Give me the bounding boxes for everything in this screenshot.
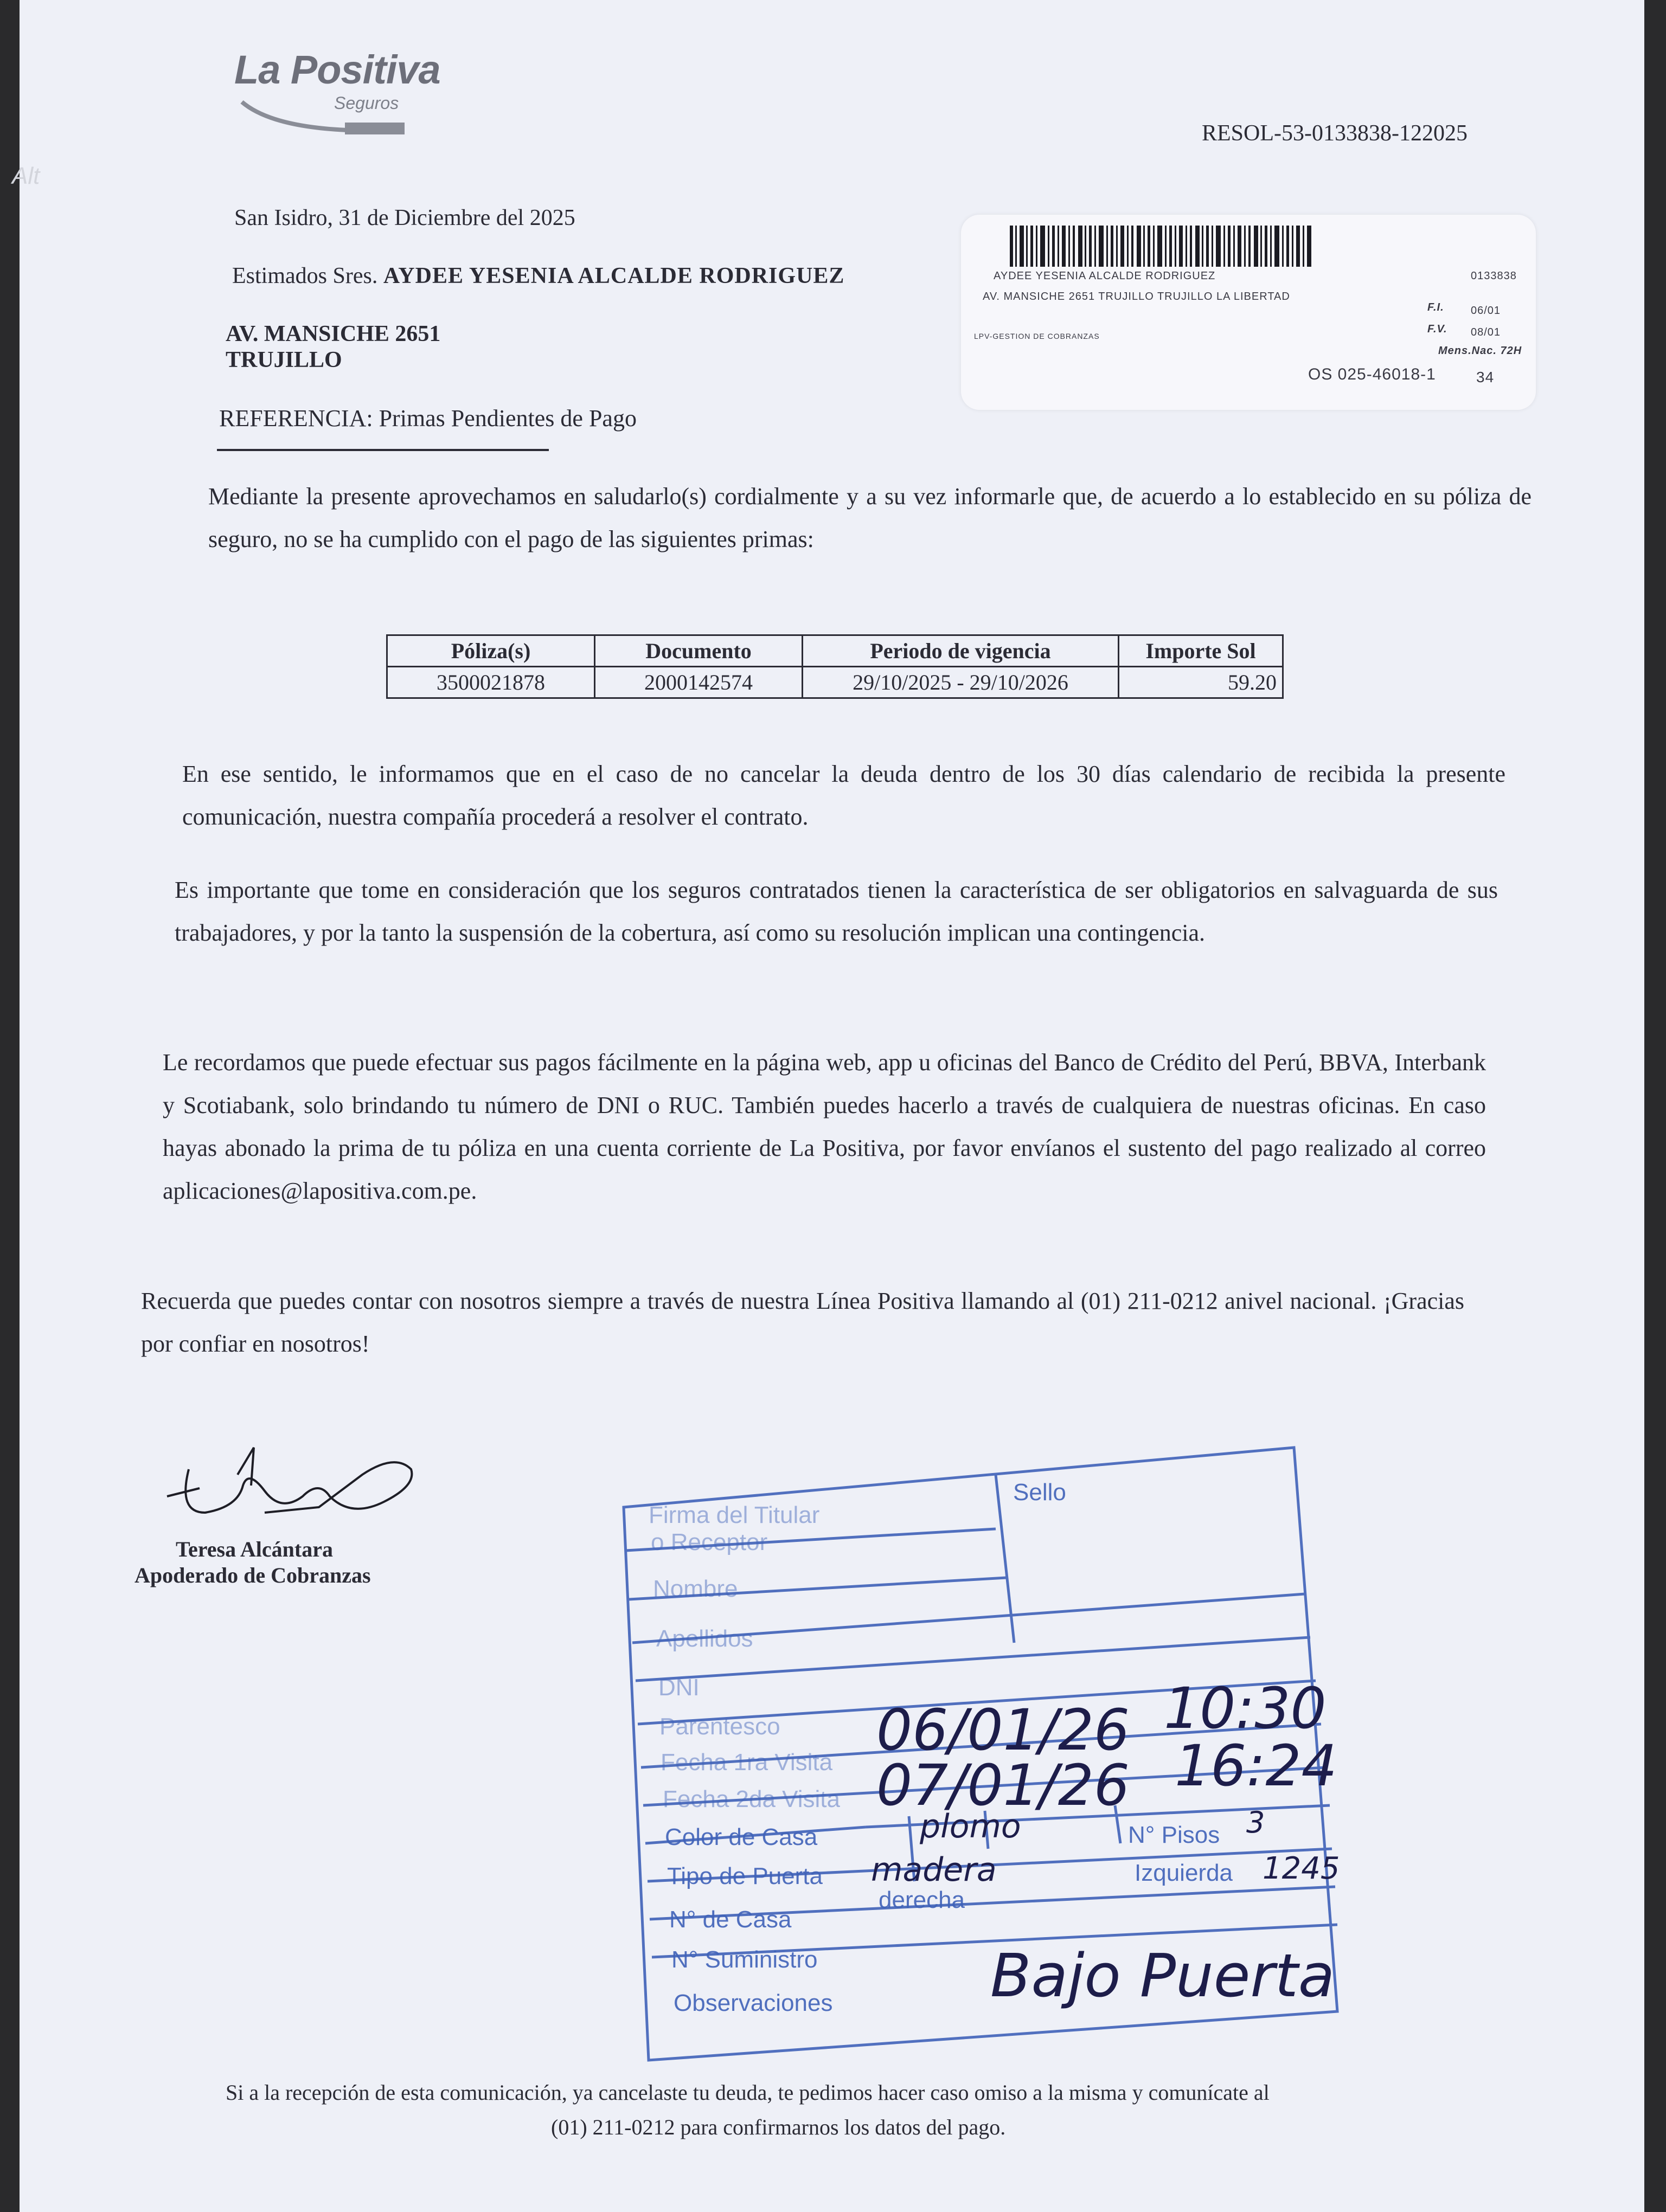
handwritten-date-2: 07/01/26 xyxy=(876,1752,1130,1818)
handwritten-observaciones: Bajo Puerta xyxy=(990,1941,1335,2010)
stamp-suministro-label: N° Suministro xyxy=(671,1946,818,1973)
table-header-row xyxy=(387,635,1283,667)
footer-line-1: Si a la recepción de esta comunicación, ya cancelaste tu deuda, te pedimos hacer caso omiso a la misma y comunícate al xyxy=(226,2080,1270,2105)
premiums-table xyxy=(386,634,1284,699)
label-name: AYDEE YESENIA ALCALDE RODRIGUEZ xyxy=(994,270,1216,282)
handwritten-date-1: 06/01/26 xyxy=(876,1697,1130,1763)
label-number: 0133838 xyxy=(1471,270,1517,282)
handwritten-puerta: madera xyxy=(871,1851,997,1889)
stamp-nombre-label: Nombre xyxy=(653,1576,738,1602)
handwritten-color: plomo xyxy=(920,1808,1021,1846)
stamp-pisos-label: N° Pisos xyxy=(1128,1822,1220,1848)
signature-icon xyxy=(156,1437,438,1534)
reference-subject: REFERENCIA: Primas Pendientes de Pago xyxy=(219,405,637,432)
cell-documento: 2000142574 xyxy=(595,667,803,698)
date-line: San Isidro, 31 de Diciembre del 2025 xyxy=(234,205,575,230)
label-fv-label: F.V. xyxy=(1427,323,1447,335)
table-row xyxy=(387,667,1283,698)
mailing-label xyxy=(961,215,1536,410)
stamp-fecha1-label: Fecha 1ra Visita xyxy=(661,1749,833,1776)
header-periodo: Periodo de vigencia xyxy=(803,635,1119,667)
paragraph-obligation: Es importante que tome en consideración que los seguros contratados tienen la característica de ser obligatorios en salvaguarda de sus trabajadores, y por la tanto la suspensión de la cobertura, así como su resolución implican una contingencia. xyxy=(175,877,1498,946)
stamp-casa-label: N° de Casa xyxy=(669,1906,792,1933)
stamp-izquierda-label: Izquierda xyxy=(1135,1860,1233,1886)
footer-line-2: (01) 211-0212 para confirmarnos los datos del pago. xyxy=(551,2115,1006,2139)
brand-logo-subtitle: Seguros xyxy=(334,93,399,113)
handwritten-pisos: 3 xyxy=(1246,1805,1265,1840)
salutation-prefix: Estimados Sres. xyxy=(232,263,378,288)
paragraph-payment: Le recordamos que puede efectuar sus pagos fácilmente en la página web, app u oficinas del Banco de Crédito del Perú, BBVA, Interbank y Scotiabank, solo brindando tu número de DNI o RUC. También puedes hacerlo a través de cualquiera de nuestras oficinas. En caso hayas abonado la prima de tu póliza en una cuenta corriente de La Positiva, por favor envíanos el sustento del pago realizado al correo aplicaciones@lapositiva.com.pe. xyxy=(163,1049,1486,1204)
cell-periodo: 29/10/2025 - 29/10/2026 xyxy=(803,667,1119,698)
stamp-sello-label: Sello xyxy=(1013,1479,1066,1506)
handwritten-time-1: 10:30 xyxy=(1164,1675,1327,1741)
header-importe: Importe Sol xyxy=(1119,635,1283,667)
salutation xyxy=(232,263,844,289)
header-documento: Documento xyxy=(595,635,803,667)
signer-name: Teresa Alcántara xyxy=(176,1537,333,1561)
stamp-fecha2-label: Fecha 2da Visita xyxy=(663,1786,840,1812)
handwritten-izquierda: 1245 xyxy=(1263,1851,1340,1886)
paragraph-deadline: En ese sentido, le informamos que en el caso de no cancelar la deuda dentro de los 30 días calendario de recibida la presente comunicación, nuestra compañía procederá a resolver el contrato. xyxy=(182,761,1505,830)
label-service: Mens.Nac. 72H xyxy=(1438,345,1522,357)
logo-swoosh-icon xyxy=(236,97,410,140)
handwritten-time-2: 16:24 xyxy=(1175,1733,1337,1799)
recipient-name: AYDEE YESENIA ALCALDE RODRIGUEZ xyxy=(383,263,845,288)
stamp-parentesco-label: Parentesco xyxy=(659,1713,780,1740)
cell-importe: 59.20 xyxy=(1119,667,1283,698)
header-poliza: Póliza(s) xyxy=(387,635,595,667)
label-fi-label: F.I. xyxy=(1427,301,1444,313)
stamp-receptor-label: o Receptor xyxy=(651,1529,768,1555)
cell-poliza: 3500021878 xyxy=(387,667,595,698)
stamp-color-label: Color de Casa xyxy=(665,1824,818,1850)
label-qty: 34 xyxy=(1476,369,1495,385)
label-fv-value: 08/01 xyxy=(1471,326,1501,338)
address-street: AV. MANSICHE 2651 xyxy=(226,321,441,346)
stamp-derecha-label: derecha xyxy=(879,1887,965,1913)
label-fi-value: 06/01 xyxy=(1471,305,1501,317)
stamp-apellidos-label: Apellidos xyxy=(656,1625,753,1652)
intro-paragraph: Mediante la presente aprovechamos en saludarlo(s) cordialmente y a su vez informarle que, de acuerdo a lo establecido en su póliza de seguro, no se ha cumplido con el pago de las siguientes primas: xyxy=(208,483,1532,552)
barcode-icon xyxy=(1010,226,1313,267)
label-os: OS 025-46018-1 xyxy=(1308,365,1436,383)
reference-underline xyxy=(217,449,549,451)
brand-logo: La Positiva xyxy=(234,47,440,92)
reference-code: RESOL-53-0133838-122025 xyxy=(1202,121,1468,146)
background-edge-text: Alt xyxy=(12,163,40,189)
letter-page xyxy=(20,0,1644,2212)
stamp-observaciones-label: Observaciones xyxy=(674,1990,833,2016)
label-dept: LPV-GESTION DE COBRANZAS xyxy=(974,332,1100,340)
stamp-puerta-label: Tipo de Puerta xyxy=(667,1863,823,1889)
stamp-dni-label: DNI xyxy=(658,1674,700,1701)
paragraph-contact: Recuerda que puedes contar con nosotros siempre a través de nuestra Línea Positiva llamando al (01) 211-0212 anivel nacional. ¡Gracias por confiar en nosotros! xyxy=(141,1288,1464,1357)
address-city: TRUJILLO xyxy=(226,348,342,372)
stamp-firma-label: Firma del Titular xyxy=(649,1502,820,1528)
label-address: AV. MANSICHE 2651 TRUJILLO TRUJILLO LA LIBERTAD xyxy=(983,291,1290,303)
signer-title: Apoderado de Cobranzas xyxy=(134,1563,371,1587)
